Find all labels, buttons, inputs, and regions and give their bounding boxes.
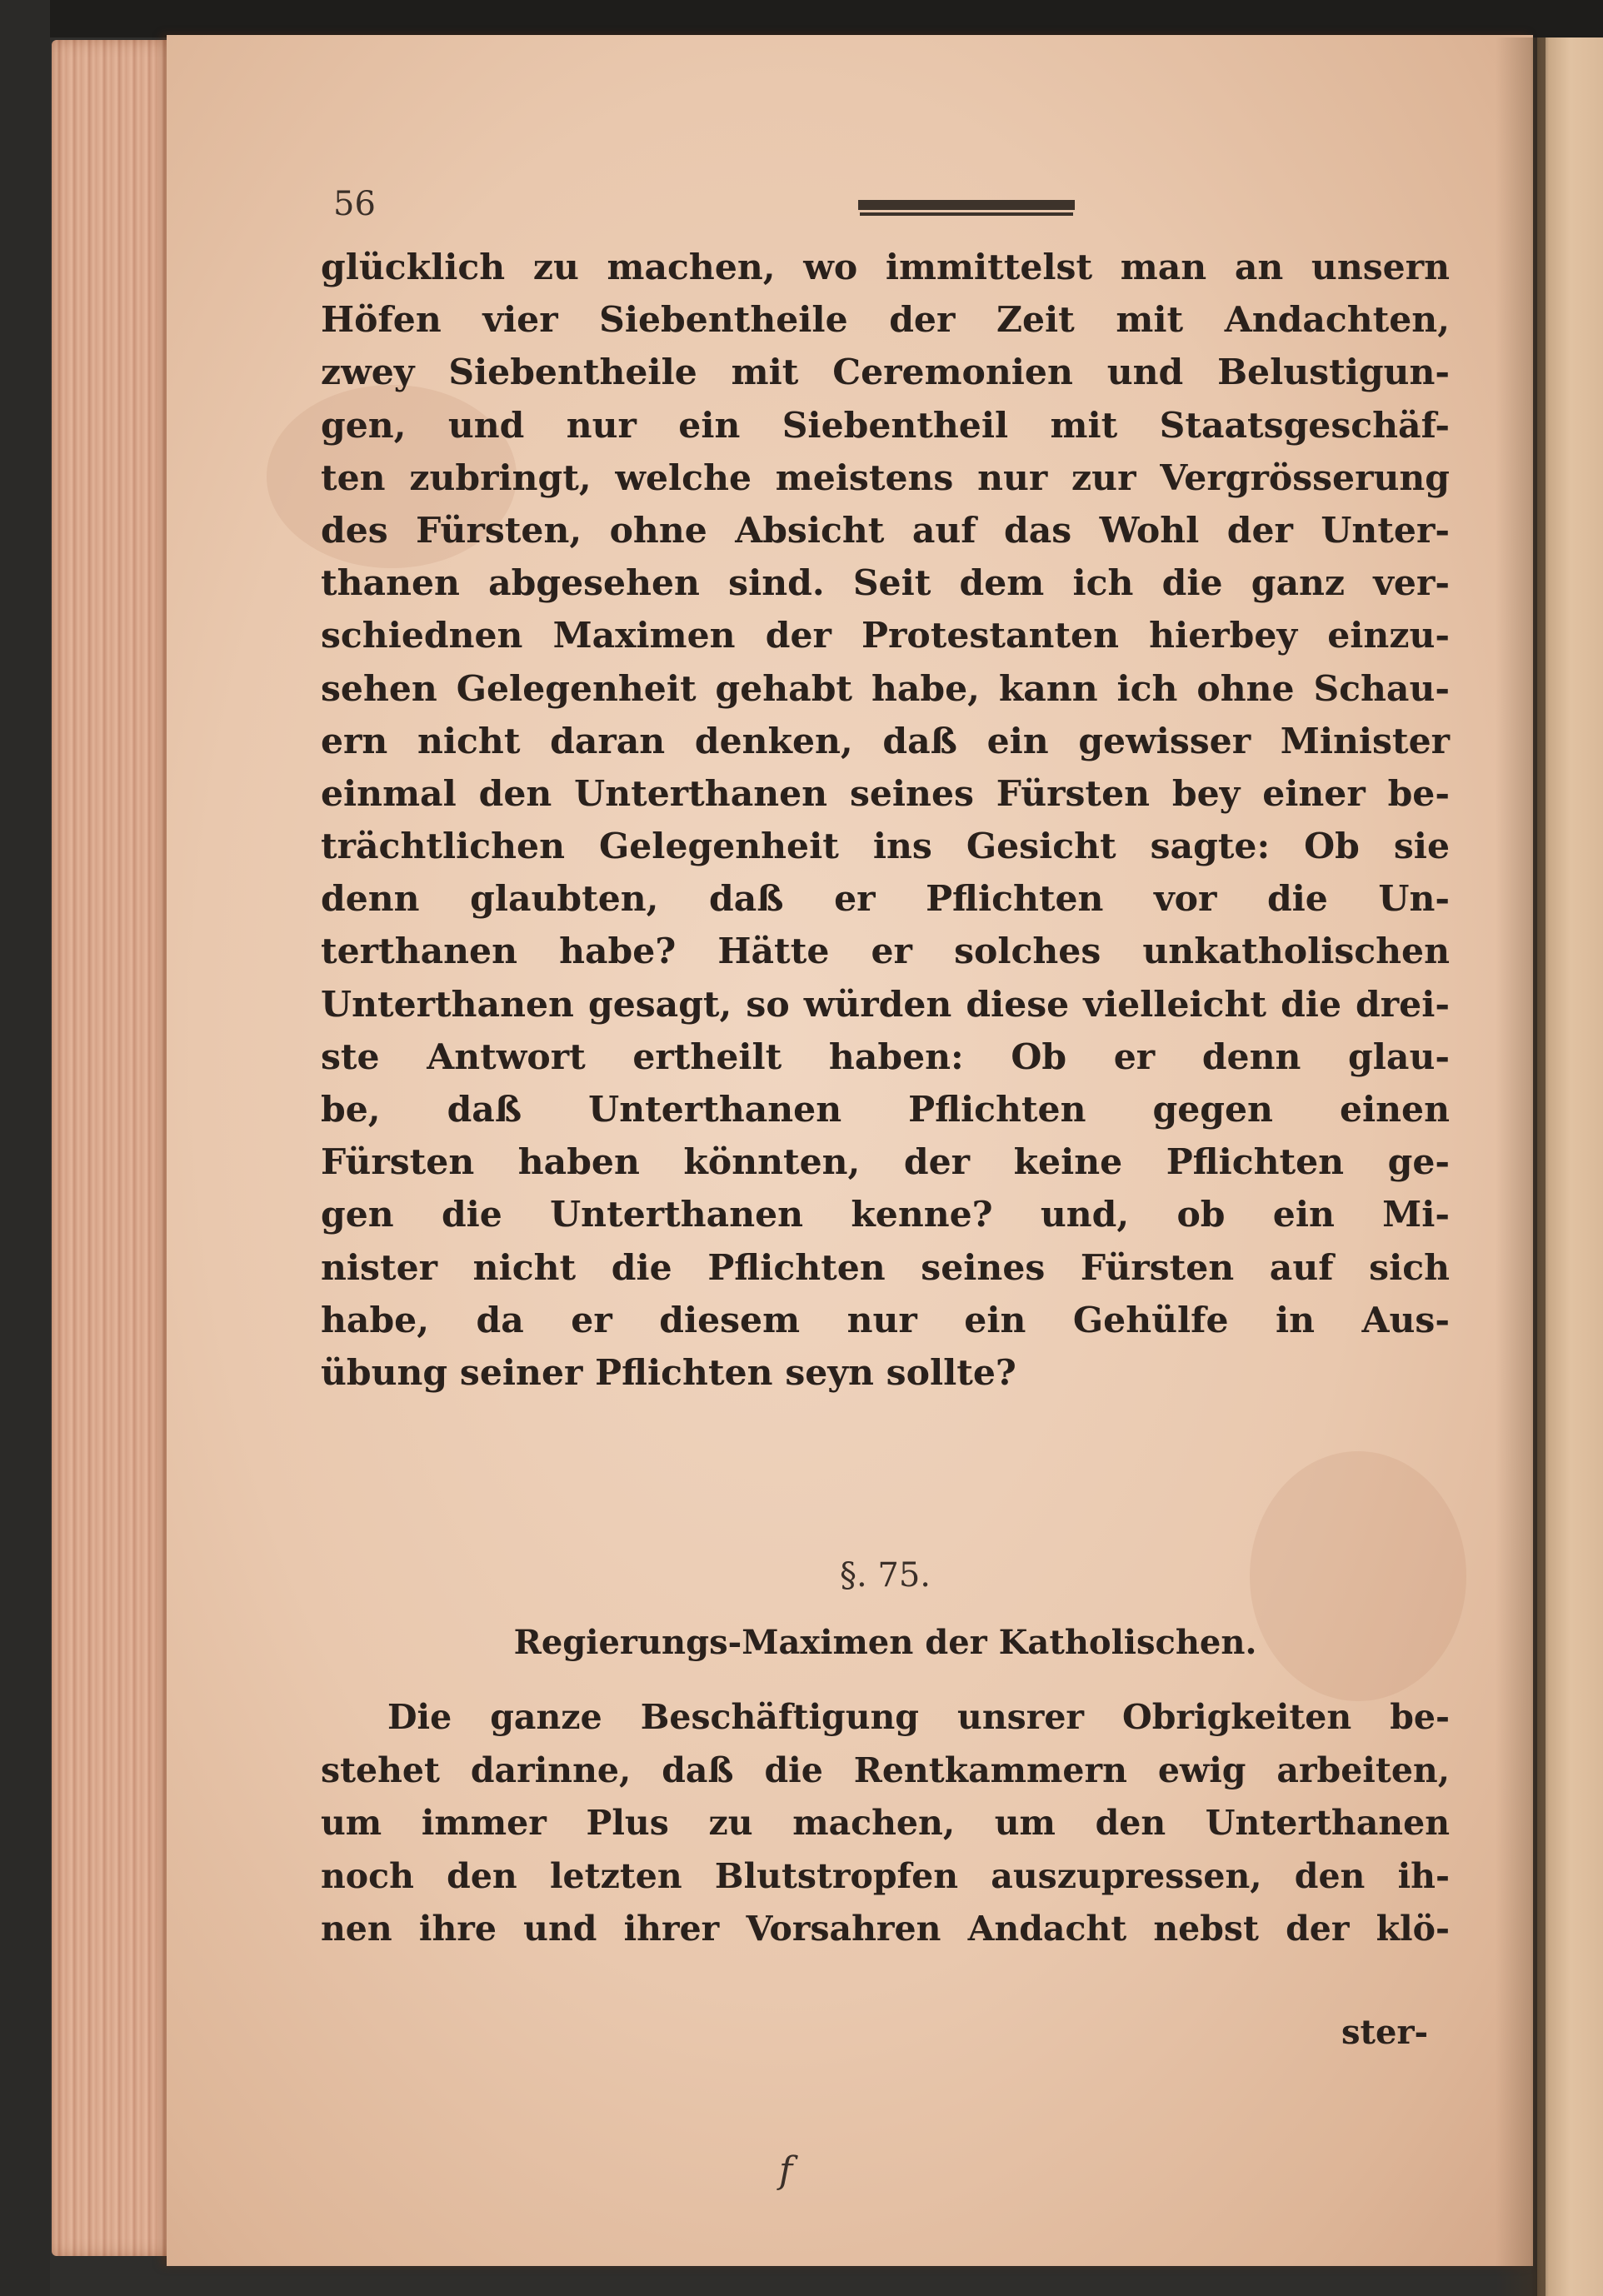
catchword: ster- xyxy=(1341,2013,1429,2052)
text-line: einmal den Unterthanen seines Fürsten bey einer be- xyxy=(321,772,1450,815)
text-line: Fürsten haben könnten, der keine Pflichten ge- xyxy=(321,1141,1450,1184)
text-line: Unterthanen gesagt, so würden diese vielleicht die drei- xyxy=(321,983,1450,1026)
text-line: Die ganze Beschäftigung unsrer Obrigkeiten be- xyxy=(387,1697,1450,1737)
text-line: nen ihre und ihrer Vorsahren Andacht nebst der klö- xyxy=(321,1909,1450,1949)
text-line: noch den letzten Blutstropfen auszupressen, den ih- xyxy=(321,1855,1450,1896)
page-number: 56 xyxy=(333,185,376,223)
text-line: denn glaubten, daß er Pflichten vor die Un- xyxy=(321,878,1450,921)
section-number: §. 75. xyxy=(839,1556,931,1595)
body-text xyxy=(321,242,1450,1400)
text-line: ern nicht daran denken, daß ein gewisser Minister xyxy=(321,720,1450,762)
text-line: ste Antwort ertheilt haben: Ob er denn glau- xyxy=(321,1036,1450,1078)
section-heading: Regierungs-Maximen der Katholischen. xyxy=(513,1623,1257,1662)
text-line: habe, da er diesem nur ein Gehülfe in Aus- xyxy=(321,1299,1450,1341)
gutter-shadow xyxy=(1496,37,1546,2296)
scan-background-top xyxy=(0,0,1603,37)
text-line: übung seiner Pflichten seyn sollte? xyxy=(321,1351,1016,1394)
text-line: zwey Siebentheile mit Ceremonien und Belustigun- xyxy=(321,352,1450,394)
running-head xyxy=(333,185,1083,235)
text-line: schiednen Maximen der Protestanten hierbey einzu- xyxy=(321,615,1450,657)
margin-pencil-mark: f xyxy=(779,2149,793,2192)
text-line: stehet darinne, daß die Rentkammern ewig arbeiten, xyxy=(321,1749,1450,1790)
text-line: nister nicht die Pflichten seines Fürsten auf sich xyxy=(321,1246,1450,1289)
text-line: terthanen habe? Hätte er solches unkatholischen xyxy=(321,931,1450,973)
section-text xyxy=(321,1691,1450,1956)
text-line: ten zubringt, welche meistens nur zur Vergrösserung xyxy=(321,457,1450,499)
text-line: gen, und nur ein Siebentheil mit Staatsgeschäf- xyxy=(321,404,1450,447)
text-line: des Fürsten, ohne Absicht auf das Wohl der Unter- xyxy=(321,509,1450,552)
text-line: be, daß Unterthanen Pflichten gegen einen xyxy=(321,1089,1450,1131)
text-line: sehen Gelegenheit gehabt habe, kann ich ohne Schau- xyxy=(321,667,1450,710)
text-line: thanen abgesehen sind. Seit dem ich die ganz ver- xyxy=(321,562,1450,605)
text-line: gen die Unterthanen kenne? und, ob ein Mi- xyxy=(321,1194,1450,1236)
text-line: trächtlichen Gelegenheit ins Gesicht sagte: Ob sie xyxy=(321,826,1450,868)
facing-page-edge xyxy=(1537,37,1603,2296)
text-line: um immer Plus zu machen, um den Unterthanen xyxy=(321,1803,1450,1843)
text-line: Höfen vier Siebentheile der Zeit mit Andachten, xyxy=(321,299,1450,342)
ornamental-rule xyxy=(858,200,1075,212)
scan-background-left xyxy=(0,0,50,2296)
text-line: glücklich zu machen, wo immittelst man an unsern xyxy=(321,247,1450,288)
